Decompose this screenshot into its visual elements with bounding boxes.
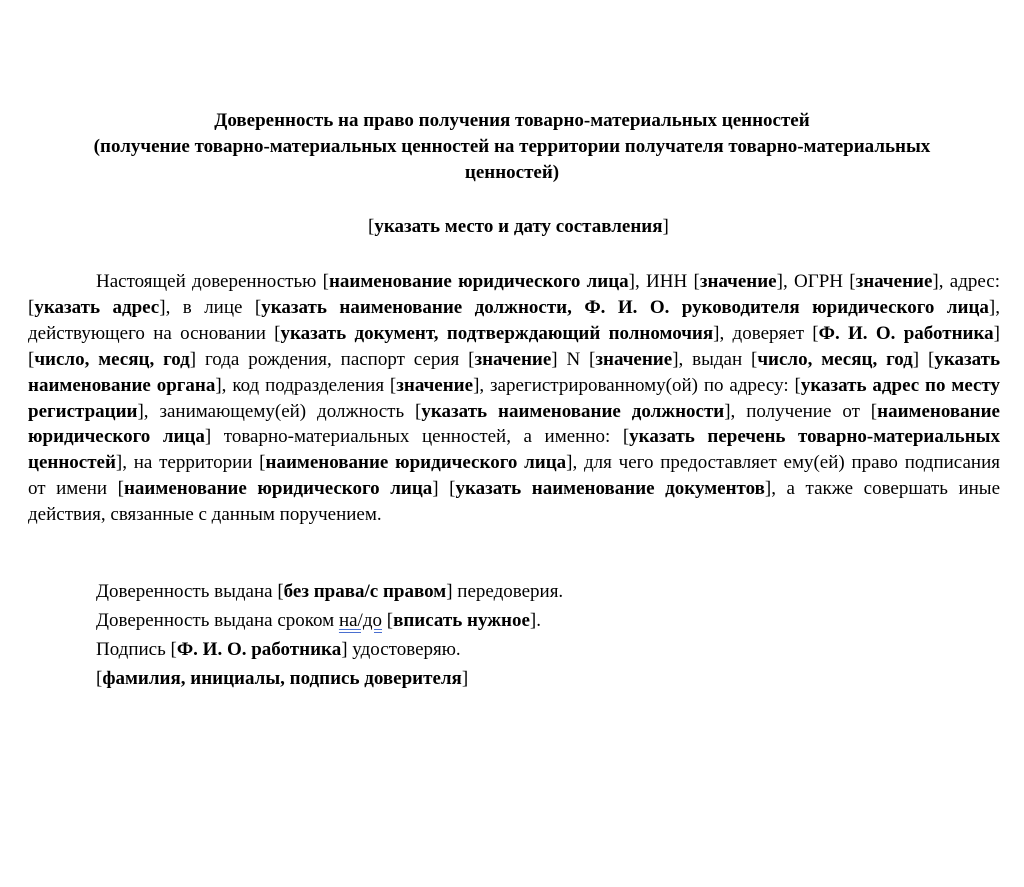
- body-text: ] удостоверяю.: [341, 639, 461, 660]
- body-text: ], зарегистрированному(ой) по адресу: [: [473, 374, 801, 396]
- placeholder-field: значение: [855, 271, 933, 292]
- placeholder-field: наименование юридического лица: [265, 452, 567, 474]
- placeholder-field: значение: [699, 271, 777, 292]
- body-text: ] товарно-материальных ценностей, а именно: [: [204, 426, 630, 448]
- placeholder-field: указать адрес по месту регистрации: [28, 374, 1000, 422]
- placeholder-field: значение: [474, 348, 552, 370]
- body-text: Настоящей доверенностью [: [96, 271, 329, 292]
- placeholder-field: число, месяц, год: [34, 348, 190, 370]
- title-line-1: Доверенность на право получения товарно-материальных ценностей: [214, 110, 810, 131]
- placeholder-field: Ф. И. О. работника: [818, 322, 994, 344]
- signature-certification-line: [96, 637, 461, 663]
- body-text: ], ИНН [: [628, 271, 700, 292]
- body-text: ], адрес: [: [28, 271, 1000, 318]
- placeholder-field: фамилия, инициалы, подпись доверителя: [102, 668, 462, 689]
- body-text: ], в лице [: [159, 296, 262, 318]
- placeholder-field: Ф. И. О. работника: [176, 639, 342, 660]
- placeholder-field: без права/с правом: [283, 581, 447, 602]
- body-text: Доверенность выдана [: [96, 581, 284, 602]
- body-text: ], действующего на основании [: [28, 296, 1000, 344]
- placeholder-field: наименование юридического лица: [328, 271, 629, 292]
- body-text: ] года рождения, паспорт серия [: [189, 348, 475, 370]
- body-text: ].: [529, 610, 541, 631]
- body-text: ], для чего предоставляет ему(ей) право подписания от имени [: [28, 452, 1000, 500]
- title-line-2: (получение товарно-материальных ценностей на территории получателя товарно-материальных ценностей): [93, 136, 931, 183]
- principal-signature-line: [фамилия, инициалы, подпись доверителя]: [96, 668, 469, 689]
- body-text: ] [: [912, 348, 935, 370]
- underlined-choice: на/до: [338, 610, 382, 631]
- body-text: ] N [: [551, 348, 596, 370]
- body-text: ], получение от [: [724, 400, 878, 422]
- placeholder-field: указать перечень товарно-материальных ценностей: [28, 426, 1001, 474]
- body-text: [: [382, 610, 394, 631]
- placeholder-field: указать наименование органа: [28, 348, 1000, 396]
- body-text: ], код подразделения [: [215, 374, 397, 396]
- main-paragraph: [28, 269, 1000, 528]
- body-text: ] [: [28, 322, 1000, 370]
- body-text: Доверенность выдана сроком: [96, 610, 339, 631]
- placeholder-field: значение: [396, 374, 474, 396]
- placeholder-field: указать наименование документов: [455, 478, 765, 500]
- body-text: ], доверяет [: [713, 322, 819, 344]
- body-text: ], занимающему(ей) должность [: [137, 400, 422, 422]
- body-text: ], выдан [: [672, 348, 758, 370]
- body-text: ], а также совершать иные действия, связанные с данным поручением.: [28, 478, 1001, 526]
- placeholder-field: значение: [595, 348, 673, 370]
- placeholder-field: число, месяц, год: [757, 348, 913, 370]
- place-date-placeholder: [указать место и дату составления]: [368, 216, 669, 237]
- body-text: ], на территории [: [115, 452, 266, 474]
- body-text: Подпись [: [96, 639, 177, 660]
- placeholder-field: вписать нужное: [393, 610, 530, 631]
- place-date-text: указать место и дату составления: [374, 216, 663, 237]
- placeholder-field: указать наименование должности, Ф. И. О. руководителя юридического лица: [261, 296, 989, 318]
- placeholder-field: наименование юридического лица: [28, 400, 1000, 448]
- body-text: ] [: [432, 478, 456, 500]
- delegation-right-line: [96, 579, 563, 605]
- placeholder-field: указать наименование должности: [421, 400, 725, 422]
- placeholder-field: наименование юридического лица: [123, 478, 433, 500]
- body-text: ] передоверия.: [446, 581, 564, 602]
- validity-term-line: [96, 608, 541, 634]
- body-text: ], ОГРН [: [776, 271, 856, 292]
- placeholder-field: указать адрес: [34, 296, 160, 318]
- placeholder-field: указать документ, подтверждающий полномочия: [280, 322, 714, 344]
- document-title: [60, 108, 964, 186]
